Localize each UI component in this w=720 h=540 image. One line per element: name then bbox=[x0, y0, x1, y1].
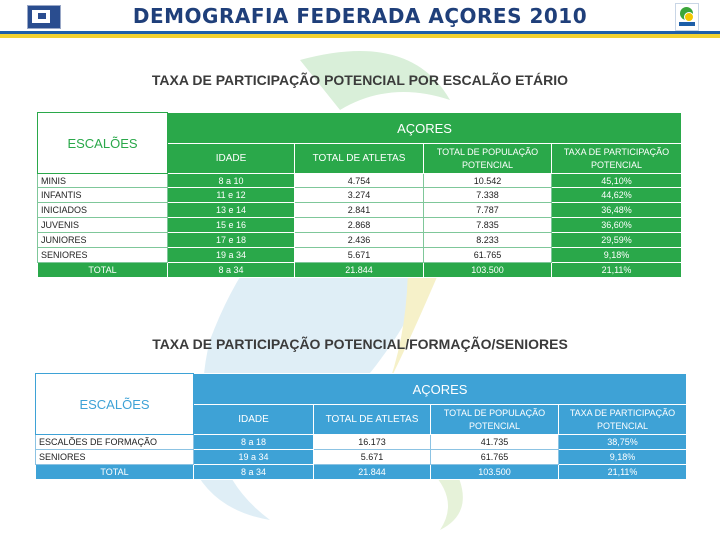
col-taxa-header: TAXA DE PARTICIPAÇÃO POTENCIAL bbox=[552, 144, 682, 174]
row-populacao: 7.835 bbox=[424, 218, 552, 233]
col-atletas-header: TOTAL DE ATLETAS bbox=[295, 144, 424, 174]
row-atletas: 2.841 bbox=[295, 203, 424, 218]
total-atletas: 21.844 bbox=[295, 263, 424, 278]
col-populacao-header: TOTAL DE POPULAÇÃO POTENCIAL bbox=[424, 144, 552, 174]
row-populacao: 61.765 bbox=[424, 248, 552, 263]
row-taxa: 9,18% bbox=[552, 248, 682, 263]
row-taxa: 38,75% bbox=[559, 435, 687, 450]
col-populacao-header: TOTAL DE POPULAÇÃO POTENCIAL bbox=[431, 405, 559, 435]
row-escalao: JUNIORES bbox=[38, 233, 168, 248]
row-taxa: 36,48% bbox=[552, 203, 682, 218]
table-row bbox=[38, 203, 682, 218]
region-header: AÇORES bbox=[194, 374, 687, 405]
table-row bbox=[36, 435, 687, 450]
row-escalao: SENIORES bbox=[38, 248, 168, 263]
row-atletas: 5.671 bbox=[295, 248, 424, 263]
row-taxa: 45,10% bbox=[552, 174, 682, 188]
row-atletas: 5.671 bbox=[314, 450, 431, 465]
row-taxa: 29,59% bbox=[552, 233, 682, 248]
col-taxa-header: TAXA DE PARTICIPAÇÃO POTENCIAL bbox=[559, 405, 687, 435]
col-idade-header: IDADE bbox=[194, 405, 314, 435]
table-row bbox=[38, 174, 682, 188]
row-idade: 13 e 14 bbox=[168, 203, 295, 218]
table2-heading: TAXA DE PARTICIPAÇÃO POTENCIAL/FORMAÇÃO/SENIORES bbox=[152, 336, 568, 352]
row-populacao: 41.735 bbox=[431, 435, 559, 450]
row-escalao: INICIADOS bbox=[38, 203, 168, 218]
table1-heading: TAXA DE PARTICIPAÇÃO POTENCIAL POR ESCALÃO ETÁRIO bbox=[151, 72, 569, 88]
row-atletas: 4.754 bbox=[295, 174, 424, 188]
row-populacao: 10.542 bbox=[424, 174, 552, 188]
row-populacao: 7.338 bbox=[424, 188, 552, 203]
row-atletas: 2.868 bbox=[295, 218, 424, 233]
row-idade: 8 a 10 bbox=[168, 174, 295, 188]
table-total-row bbox=[36, 465, 687, 480]
total-idade: 8 a 34 bbox=[194, 465, 314, 480]
region-header: AÇORES bbox=[168, 113, 682, 144]
total-taxa: 21,11% bbox=[552, 263, 682, 278]
row-populacao: 61.765 bbox=[431, 450, 559, 465]
total-idade: 8 a 34 bbox=[168, 263, 295, 278]
row-taxa: 36,60% bbox=[552, 218, 682, 233]
table-row bbox=[38, 218, 682, 233]
header-stripe-yellow bbox=[0, 34, 720, 38]
total-escalao: TOTAL bbox=[38, 263, 168, 278]
slide-title: DEMOGRAFIA FEDERADA AÇORES 2010 bbox=[132, 4, 588, 28]
participation-by-age-table bbox=[37, 112, 682, 278]
row-populacao: 8.233 bbox=[424, 233, 552, 248]
total-taxa: 21,11% bbox=[559, 465, 687, 480]
row-idade: 17 e 18 bbox=[168, 233, 295, 248]
participation-formation-seniors-table bbox=[35, 373, 687, 480]
slide-header bbox=[0, 0, 720, 34]
total-populacao: 103.500 bbox=[431, 465, 559, 480]
table-row bbox=[38, 233, 682, 248]
table-row bbox=[38, 248, 682, 263]
row-idade: 11 e 12 bbox=[168, 188, 295, 203]
row-idade: 15 e 16 bbox=[168, 218, 295, 233]
row-escalao: JUVENIS bbox=[38, 218, 168, 233]
row-idade: 19 a 34 bbox=[168, 248, 295, 263]
row-escalao: ESCALÕES DE FORMAÇÃO bbox=[36, 435, 194, 450]
row-taxa: 44,62% bbox=[552, 188, 682, 203]
table-total-row bbox=[38, 263, 682, 278]
row-atletas: 3.274 bbox=[295, 188, 424, 203]
escaloes-header: ESCALÕES bbox=[38, 113, 168, 174]
total-escalao: TOTAL bbox=[36, 465, 194, 480]
row-atletas: 16.173 bbox=[314, 435, 431, 450]
table-row bbox=[38, 188, 682, 203]
row-atletas: 2.436 bbox=[295, 233, 424, 248]
row-escalao: INFANTIS bbox=[38, 188, 168, 203]
row-idade: 19 a 34 bbox=[194, 450, 314, 465]
row-escalao: MINIS bbox=[38, 174, 168, 188]
total-atletas: 21.844 bbox=[314, 465, 431, 480]
federation-logo-icon bbox=[675, 3, 699, 31]
row-populacao: 7.787 bbox=[424, 203, 552, 218]
total-populacao: 103.500 bbox=[424, 263, 552, 278]
escaloes-header: ESCALÕES bbox=[36, 374, 194, 435]
row-escalao: SENIORES bbox=[36, 450, 194, 465]
table-row bbox=[36, 450, 687, 465]
row-taxa: 9,18% bbox=[559, 450, 687, 465]
row-idade: 8 a 18 bbox=[194, 435, 314, 450]
col-atletas-header: TOTAL DE ATLETAS bbox=[314, 405, 431, 435]
col-idade-header: IDADE bbox=[168, 144, 295, 174]
